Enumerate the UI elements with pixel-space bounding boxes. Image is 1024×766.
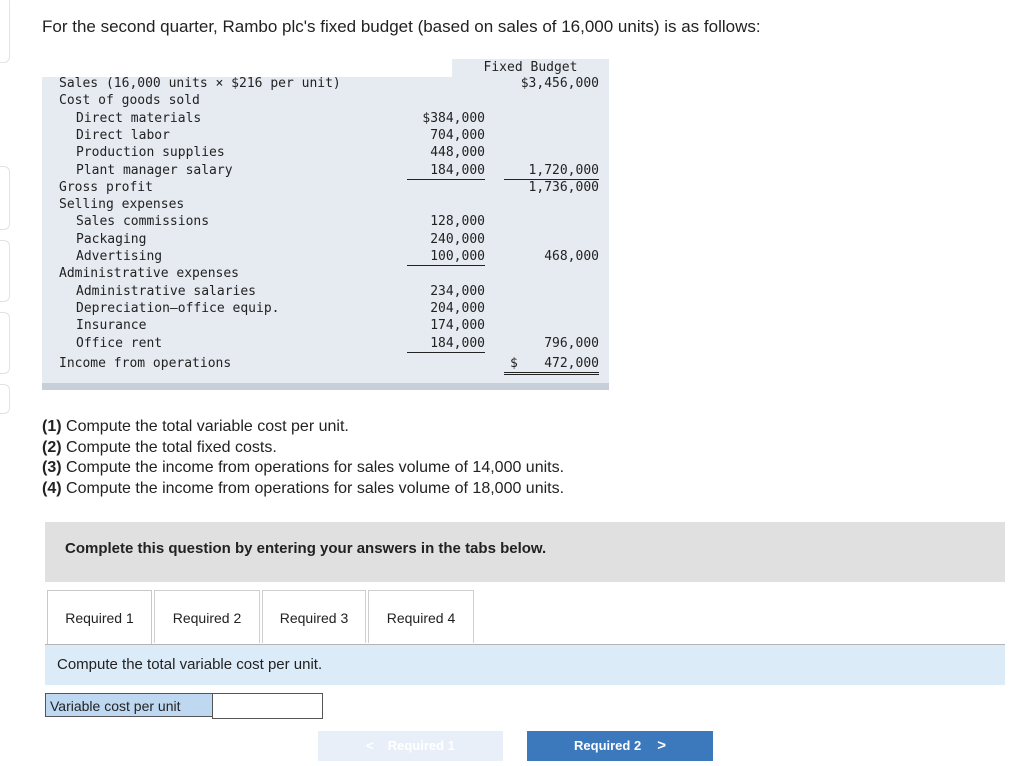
row-total: 1,720,000 <box>504 162 599 180</box>
row-amount: $384,000 <box>422 110 485 126</box>
row-label: Depreciation—office equip. <box>76 300 280 316</box>
tab-required-4[interactable]: Required 4 <box>368 590 474 643</box>
tab-instruction <box>45 645 1005 685</box>
table-row <box>42 144 609 161</box>
instruction-text: Compute the total variable cost per unit. <box>57 656 323 673</box>
row-label: Selling expenses <box>59 197 185 213</box>
next-button-label: Required 2 <box>574 738 642 753</box>
table-bottom-band <box>42 383 609 390</box>
row-label: Packaging <box>76 231 147 247</box>
next-button[interactable] <box>527 731 713 761</box>
table-row <box>42 196 609 213</box>
row-total: 468,000 <box>544 249 599 264</box>
row-amount: 184,000 <box>407 335 485 353</box>
table-row <box>42 75 609 92</box>
table-row <box>42 300 609 317</box>
row-total: 796,000 <box>544 335 599 351</box>
income-value: 472,000 <box>504 355 599 375</box>
variable-cost-label: Variable cost per unit <box>45 693 213 717</box>
income-label: Income from operations <box>59 356 232 371</box>
row-label: Insurance <box>76 318 147 334</box>
income-dollar: $ <box>510 356 518 371</box>
table-row <box>42 283 609 300</box>
row-amount: 174,000 <box>430 318 485 334</box>
row-label: Direct materials <box>76 110 202 126</box>
question-2: (2) Compute the total fixed costs. <box>42 438 277 456</box>
table-row <box>42 92 609 109</box>
banner-text: Complete this question by entering your answers in the tabs below. <box>65 540 547 557</box>
prev-button-label: Required 1 <box>387 738 455 753</box>
row-label: Production supplies <box>76 145 225 161</box>
variable-cost-input[interactable] <box>212 693 323 719</box>
row-amount: 448,000 <box>430 145 485 161</box>
row-total: 1,736,000 <box>528 179 599 195</box>
edge-tab <box>0 312 10 374</box>
tab-required-2[interactable]: Required 2 <box>154 590 260 643</box>
table-row <box>42 317 609 334</box>
table-row <box>42 265 609 282</box>
row-label: Administrative salaries <box>76 283 257 299</box>
row-amount: 234,000 <box>430 283 485 299</box>
question-4: (4) Compute the income from operations for sales volume of 18,000 units. <box>42 479 565 497</box>
row-label: Administrative expenses <box>59 266 240 282</box>
income-row <box>42 355 609 372</box>
table-row <box>42 335 609 352</box>
question-1: (1) Compute the total variable cost per unit. <box>42 418 349 435</box>
table-row <box>42 127 609 144</box>
question-list <box>42 417 564 499</box>
row-label: Cost of goods sold <box>59 93 200 109</box>
row-amount: 128,000 <box>430 214 485 230</box>
table-row <box>42 213 609 230</box>
table-row <box>42 248 609 265</box>
row-amount: 184,000 <box>407 162 485 180</box>
intro-text: For the second quarter, Rambo plc's fixed budget (based on sales of 16,000 units) is as follows: <box>42 17 761 36</box>
chevron-left-icon: < <box>366 738 374 753</box>
edge-tab <box>0 0 10 63</box>
row-amount: 704,000 <box>430 127 485 143</box>
fixed-budget-table <box>42 59 609 390</box>
row-label: Office rent <box>76 335 163 351</box>
row-total: $3,456,000 <box>520 76 599 91</box>
instruction-banner <box>45 522 1005 582</box>
table-row <box>42 110 609 127</box>
tab-required-1[interactable]: Required 1 <box>47 590 152 645</box>
row-amount: 240,000 <box>430 231 485 247</box>
chevron-right-icon: > <box>657 737 666 754</box>
table-row <box>42 231 609 248</box>
row-label: Gross profit <box>59 179 153 195</box>
table-row <box>42 179 609 196</box>
row-label: Sales (16,000 units × $216 per unit) <box>59 76 341 91</box>
row-label: Advertising <box>76 249 163 264</box>
question-3: (3) Compute the income from operations for sales volume of 14,000 units. <box>42 459 565 476</box>
row-label: Direct labor <box>76 127 170 143</box>
row-amount: 204,000 <box>430 300 485 316</box>
prev-button[interactable] <box>318 731 503 761</box>
edge-tab <box>0 166 10 230</box>
tab-required-3[interactable]: Required 3 <box>262 590 366 643</box>
row-label: Sales commissions <box>76 214 210 230</box>
row-label: Plant manager salary <box>76 162 233 178</box>
edge-tab <box>0 240 10 302</box>
edge-tab <box>0 384 10 414</box>
table-row <box>42 162 609 179</box>
row-amount: 100,000 <box>407 248 485 266</box>
fixed-budget-header: Fixed Budget <box>483 60 578 75</box>
